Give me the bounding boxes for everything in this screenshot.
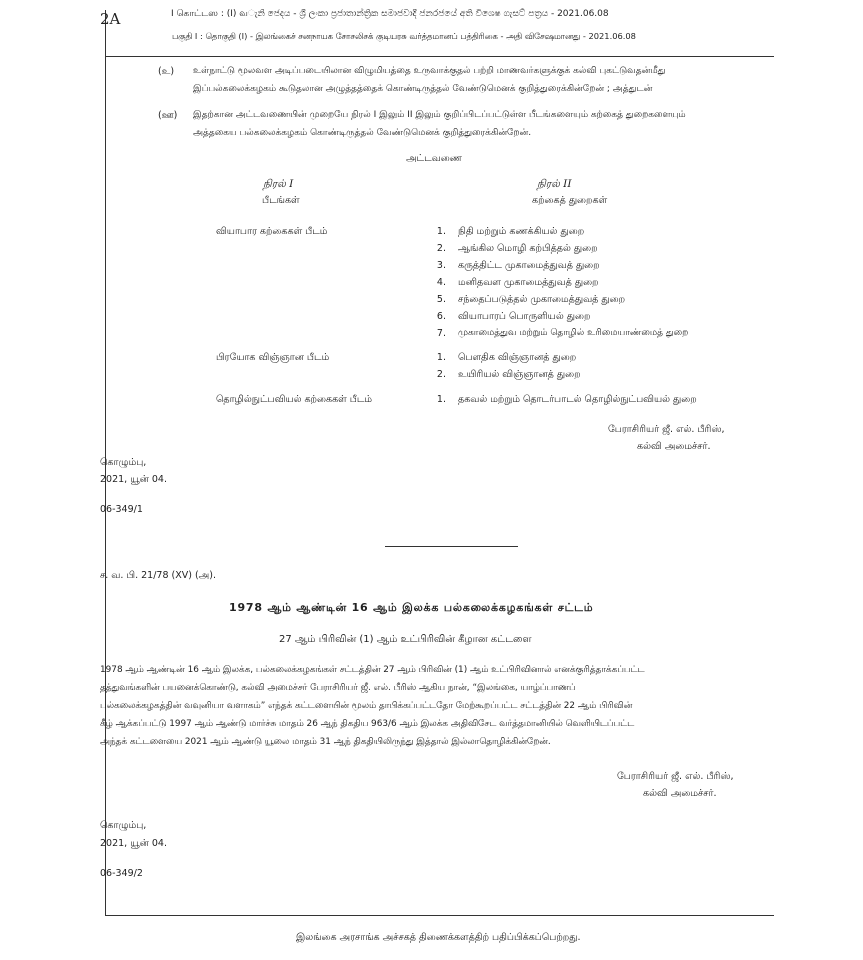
date: 2021, யூன் 04. bbox=[100, 838, 167, 849]
notice-subtitle: 27 ஆம் பிரிவின் (1) ஆம் உட்பிரிவின் கீழான கட்டளை bbox=[279, 634, 532, 645]
para-u-line2: இப்பல்கலைக்கழகம் கூடுதலான அழுத்தத்தைக் கொண்டிருத்தல் வேண்டுமெனக் குறித்துரைக்கின்றேன் ; அத்துடன் bbox=[193, 84, 653, 94]
signatory-title: கல்வி அமைச்சர். bbox=[643, 788, 717, 799]
section-divider bbox=[385, 546, 518, 547]
para-uu-line1: இதற்கான அட்டவணையின் முறையே நிரல் I இலும் II இலும் குறிப்பிடப்பட்டுள்ள பீடங்களையும் கற்கைத் துறைகளையும் bbox=[193, 110, 686, 120]
notice-body-line: தத்துவங்களின் பயனைக்கொண்டு, கல்வி அமைச்சர் பேராசிரியர் ஜீ. எல். பீரிஸ் ஆகிய நான், “இலங்கை, யாழ்ப்பாணப் bbox=[100, 683, 576, 693]
dept-name: பௌதிக விஞ்ஞானத் துறை bbox=[458, 352, 577, 363]
dept-name: சந்தைப்படுத்தல் முகாமைத்துவத் துறை bbox=[458, 294, 626, 305]
dept-number: 1. bbox=[436, 226, 446, 237]
faculty-applied-science: பிரயோக விஞ்ஞான பீடம் bbox=[216, 352, 330, 363]
notice-body-line: பல்கலைக்கழகத்தின் வவுனியா வளாகம்” எந்தக் கட்டளையின் மூலம் தாபிக்கப்பட்டதோ மேற்கூறப்பட்ட சட்டத்தின் 22 ஆம் பிரிவின் bbox=[100, 701, 633, 711]
para-uu-label: (ஊ) bbox=[158, 110, 178, 121]
signatory-name: பேராசிரியர் ஜீ. எல். பீரிஸ், bbox=[617, 771, 734, 782]
notice-body-line: கீழ் ஆக்கப்பட்டு 1997 ஆம் ஆண்டு மார்ச்சு மாதம் 26 ஆந் திகதிய 963/6 ஆம் இலக்க அதிவிசேட வர்த்தமானியில் வெளியிடப்பட்ட bbox=[100, 719, 635, 729]
dept-name: மனிதவள முகாமைத்துவத் துறை bbox=[458, 277, 599, 288]
dept-number: 2. bbox=[436, 369, 446, 380]
dept-number: 4. bbox=[436, 277, 446, 288]
footer-rule bbox=[105, 915, 774, 916]
para-u-line1: உள்நாட்டு மூலவள அடிப்படையிலான விழுமியத்தை உருவாக்குதல் பற்றி மாணவர்களுக்குக் கல்வி புகட்டுவதன்மீது bbox=[193, 66, 666, 76]
dept-number: 7. bbox=[436, 328, 446, 339]
signatory-name: பேராசிரியர் ஜீ. எல். பீரிஸ், bbox=[608, 424, 725, 435]
col2-heading: நிரல் II bbox=[537, 178, 572, 190]
col1-subheading: பீடங்கள் bbox=[262, 195, 300, 206]
dept-name: தகவல் மற்றும் தொடர்பாடல் தொழில்நுட்பவியல் துறை bbox=[458, 394, 697, 405]
dept-number: 2. bbox=[436, 243, 446, 254]
notice-body-line: 1978 ஆம் ஆண்டின் 16 ஆம் இலக்க, பல்கலைக்கழகங்கள் சட்டத்தின் 27 ஆம் பிரிவின் (1) ஆம் உட்பிரிவினால் எனக்குரித்தாக்கப்பட்ட bbox=[100, 665, 645, 675]
dept-number: 3. bbox=[436, 260, 446, 271]
col2-subheading: கற்கைத் துறைகள் bbox=[532, 195, 608, 206]
signatory-title: கல்வி அமைச்சர். bbox=[637, 441, 711, 452]
header-line-tamil: பகுதி I : தொகுதி (I) - இலங்கைச் சனநாயக சோசலிசக் குடியரசு வர்த்தமானப் பத்திரிகை - அதி விசேஷமானது - 2021.06.08 bbox=[172, 31, 636, 41]
dept-number: 1. bbox=[436, 394, 446, 405]
date: 2021, யூன் 04. bbox=[100, 474, 167, 485]
col1-heading: நிரல் I bbox=[263, 178, 294, 190]
faculty-business: வியாபார கற்கைகள் பீடம் bbox=[216, 226, 328, 237]
header-rule bbox=[105, 56, 774, 57]
file-reference: ச. வ. பி. 21/78 (XV) (அ). bbox=[100, 570, 216, 581]
place: கொழும்பு, bbox=[100, 457, 147, 468]
place: கொழும்பு, bbox=[100, 820, 147, 831]
para-u-label: (உ) bbox=[158, 66, 175, 77]
dept-number: 1. bbox=[436, 352, 446, 363]
notice-body-line: அந்தக் கட்டளையை 2021 ஆம் ஆண்டு யூலை மாதம் 31 ஆந் திகதியிலிருந்து இத்தால் இல்லாதொழிக்கின்றேன். bbox=[100, 737, 551, 747]
dept-name: கருத்திட்ட முகாமைத்துவத் துறை bbox=[458, 260, 600, 271]
dept-name: நிதி மற்றும் கணக்கியல் துறை bbox=[458, 226, 585, 237]
faculty-technology: தொழில்நுட்பவியல் கற்கைகள் பீடம் bbox=[216, 394, 373, 405]
para-uu-line2: அத்தகைய பல்கலைக்கழகம் கொண்டிருத்தல் வேண்டுமெனக் குறித்துரைக்கின்றேன். bbox=[193, 128, 532, 138]
header-line-sinhala: I கொட்டஸ : (I) வැනි ජෙදය - ශ්‍රී ලංකා ප්‍රජාතාන්ත්‍රික සමාජවාදී ජනරජයේ අති විශෙෂ ගැසට් පත්‍රය - 2021.06.08 bbox=[171, 9, 609, 19]
dept-name: ஆங்கில மொழி கற்பித்தல் துறை bbox=[458, 243, 598, 254]
dept-number: 6. bbox=[436, 311, 446, 322]
reference-number: 06-349/1 bbox=[100, 504, 143, 515]
dept-number: 5. bbox=[436, 294, 446, 305]
reference-number: 06-349/2 bbox=[100, 868, 143, 879]
printer-imprint: இலங்கை அரசாங்க அச்சகத் திணைக்களத்திற் பதிப்பிக்கப்பெற்றது. bbox=[296, 932, 581, 943]
page-number: 2A bbox=[100, 10, 121, 28]
dept-name: உயிரியல் விஞ்ஞானத் துறை bbox=[458, 369, 581, 380]
notice-title: 1978 ஆம் ஆண்டின் 16 ஆம் இலக்க பல்கலைக்கழகங்கள் சட்டம் bbox=[229, 601, 594, 614]
dept-name: வியாபாரப் பொருளியல் துறை bbox=[458, 311, 591, 322]
dept-name: முகாமைத்துவ மற்றும் தொழில் உரிமையாண்மைத் துறை bbox=[458, 328, 689, 338]
schedule-title: அட்டவணை bbox=[406, 153, 462, 164]
